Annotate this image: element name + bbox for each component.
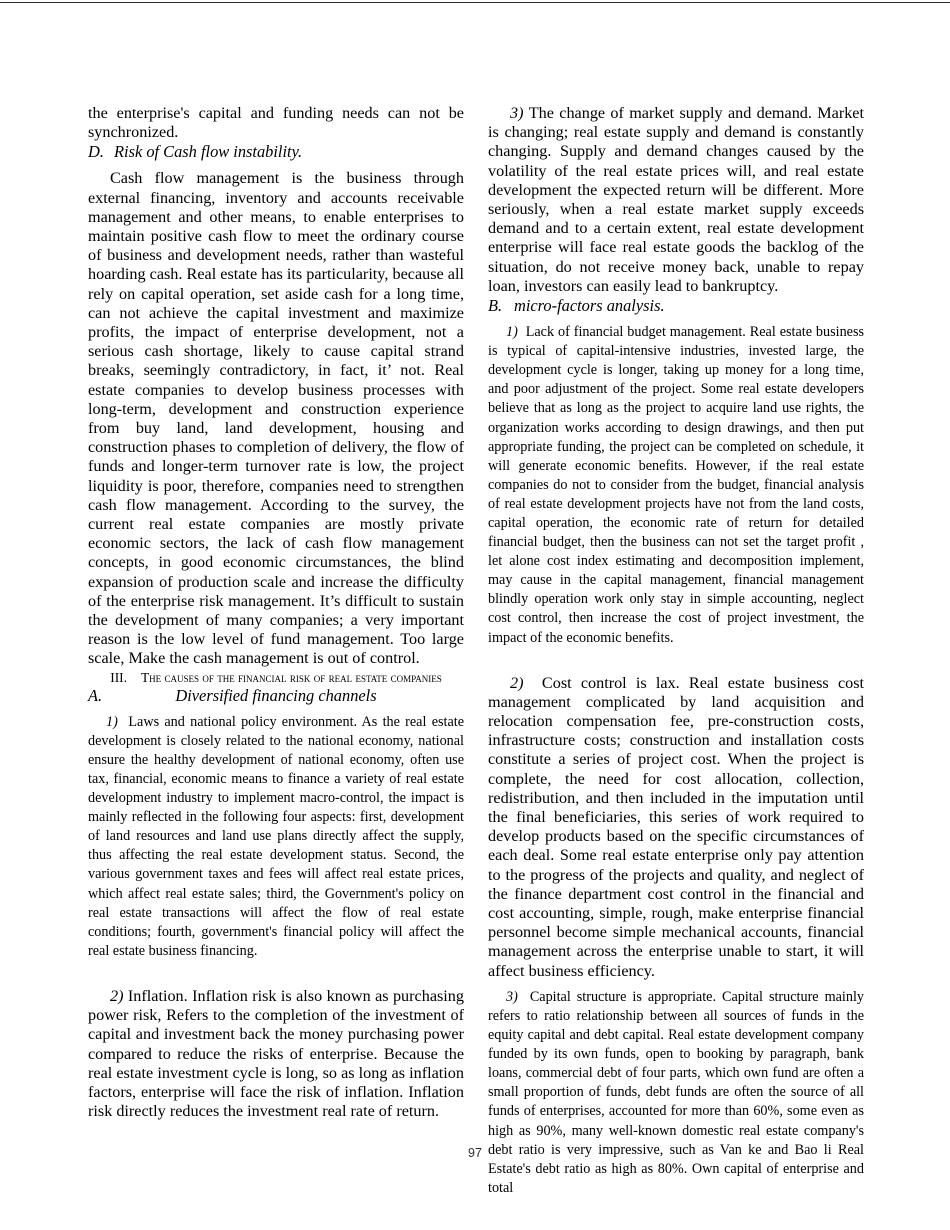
section-title: The causes of the financial risk of real estate companies	[140, 669, 442, 685]
list-item-a2-text: Inflation. Inflation risk is also known as purchasing power risk, Refers to the completion of the investment of capital and investment back the money purchasing power compared to reduce the risks of enterprise. Because the real estate investment cycle is long, so as long as inflation factors, enterprise will face the risk of inflation. Inflation risk directly reduces the investment real rate of return.	[88, 986, 464, 1121]
list-item-b3-number: 3)	[506, 988, 518, 1005]
right-column	[488, 104, 864, 1198]
heading-d-title: Risk of Cash flow instability.	[114, 142, 303, 162]
heading-b-title: micro-factors analysis.	[514, 296, 665, 316]
list-item-b3	[488, 988, 864, 1198]
list-item-a2	[88, 987, 464, 1121]
heading-b-letter: B.	[488, 296, 503, 316]
list-item-b2-number: 2)	[510, 673, 524, 692]
list-item-a3-number: 3)	[510, 104, 524, 122]
list-item-a1	[88, 713, 464, 961]
list-item-b1-text: Lack of financial budget management. Real estate business is typical of capital-intensive industries, invested large, the development cycle is longer, taking up money for a long time, and poor adjustment of the project. Some real estate developers believe that as long as the project to acquire land use rights, the organization works according to design drawings, and then put appropriate funding, the project can be completed on schedule, it will generate economic benefits. However, if the real estate companies do not to consider from the budget, financial analysis of real estate development projects have not from the land costs, capital operation, the economic rate of return for detailed financial budget, then the business can not set the target profit , let alone cost index estimating and decomposition implement, may cause in the capital management, financial management blindly operation work only stay in simple accounting, neglect cost control, then increase the cost of project investment, the impact of the economic benefits.	[488, 324, 864, 646]
list-item-b3-text: Capital structure is appropriate. Capital structure mainly refers to ratio relationship between all sources of funds in the equity capital and debt capital. Real estate development company funded by its own funds, open to booking by paragraph, bank loans, commercial debt of four parts, which own fund are often a small proportion of funds, debt funds are often the source of all funds of enterprises, accounted for more than 60%, some even as high as 90%, many well-known domestic real estate company's debt ratio is very impressive, such as Van ke and Bao li Real Estate's debt ratio as high as 80%. Own capital of enterprise and total	[488, 988, 864, 1196]
list-item-a1-text: Laws and national policy environment. As the real estate development is closely related to the national economy, national ensure the healthy development of national economy, often use tax, financial, economic means to finance a variety of real estate development industry to implement macro-control, the impact is mainly reflected in the following four aspects: first, development of land resources and land use plans directly affect the supply, thus affecting the real estate development status. Second, the various government taxes and fees will affect real estate prices, which affect real estate sales; third, the Government's policy on real estate transactions will affect the flow of real estate conditions; fourth, government's financial policy will affect the real estate business financing.	[88, 713, 464, 959]
section-heading-iii	[88, 669, 464, 686]
page-number: 97	[468, 1146, 482, 1160]
list-item-b2	[488, 674, 864, 981]
page-top-rule	[0, 2, 950, 3]
list-item-a2-number: 2)	[110, 986, 124, 1005]
heading-a-letter: A.	[88, 685, 103, 705]
left-column	[88, 104, 464, 1121]
heading-b	[488, 296, 864, 316]
section-number: III.	[110, 669, 127, 685]
list-item-b2-text: Cost control is lax. Real estate business cost management complicated by land acquisition and relocation compensation fee, pre-construction costs, infrastructure costs; construction and installation costs constitute a series of project cost. When the project is complete, the need for cost allocation, collection, redistribution, and then included in the imputation until the final beneficiaries, this series of work required to develop products based on the specific circumstances of each deal. Some real estate enterprise only pay attention to the progress of the projects and quality, and neglect of the finance department cost control in the financial and cost accounting, simple, rough, make enterprise financial personnel become simple mechanical accounts, financial management across the enterprise unable to start, it will affect business efficiency.	[488, 673, 865, 980]
list-item-a3	[488, 104, 864, 296]
paragraph-cash-flow-management: Cash flow management is the business through external financing, inventory and accounts receivable management and other means, to enable enterprises to maintain positive cash flow to meet the ordinary course of business and development needs, rather than wasteful hoarding cash. Real estate has its particularity, because all rely on capital operation, set aside cash for a long time, can not achieve the capital investment and maximize profits, the impact of enterprise development, not a serious cash shortage, likely to cause capital strand breaks, seemingly contradictory, in fact, it’ not. Real estate companies to develop business processes with long-term, development and construction experience from buy land, land development, housing and construction phases to completion of delivery, the flow of funds and longer-term turnover rate is low, the project liquidity is poor, therefore, companies need to strengthen cash flow management. According to the survey, the current real estate companies are mostly private economic sectors, the lack of cash flow management concepts, in good economic circumstances, the blind expansion of production scale and increase the difficulty of the enterprise risk management. It’s difficult to sustain the development of many companies; a very important reason is the low level of fund management. Too large scale, Make the cash management is out of control.	[88, 169, 464, 668]
two-column-body	[88, 104, 864, 1198]
list-item-a3-text: The change of market supply and demand. Market is changing; real estate supply and demand is constantly changing. Supply and demand changes caused by the volatility of the real estate prices will, and real estate development the expected return will be different. More seriously, when a real estate market supply exceeds demand and to a certain extent, real estate development enterprise will face real estate goods the backlog of the situation, do not receive money back, unable to repay loan, investors can easily lead to bankruptcy.	[488, 104, 864, 295]
heading-a	[88, 686, 464, 706]
paragraph-continued: the enterprise's capital and funding needs can not be synchronized.	[88, 104, 464, 142]
list-item-b1-number: 1)	[506, 324, 518, 341]
heading-d	[88, 142, 464, 162]
list-item-b1	[488, 323, 864, 648]
list-item-a1-number: 1)	[106, 713, 118, 730]
heading-a-title: Diversified financing channels	[175, 685, 377, 705]
heading-d-letter: D.	[88, 142, 104, 162]
